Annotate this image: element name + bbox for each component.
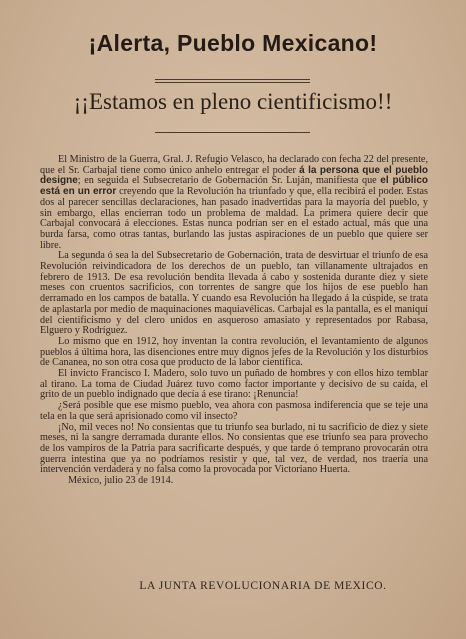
subtitle-rule	[155, 132, 310, 133]
document-title: ¡Alerta, Pueblo Mexicano!	[88, 30, 378, 56]
paragraph-2: La segunda ó sea la del Subsecretario de Gobernación, trata de desvirtuar el triunfo de esa Revolución reivindicadora de los derechos de un pueblo, tan villanamente ultrajados en febrero de 1913. De esa revolución bendita llevada á cabo y sostenida durante diez y siete meses con cruentos sacrificios, con torrentes de sangre que los hijos de ese pueblo han derramado en los campos de batalla. Y cuando esa Revolución ha llegado á la cúspide, se trata de aplastarla por medio de maquinaciones maquiavélicas. Carbajal es la pantalla, es el maniquí del cientificismo y del clero unidos en asqueroso amasiato y representados por Rabasa, Elguero y Rodríguez.	[40, 250, 428, 337]
paragraph-3: Lo mismo que en 1912, hoy inventan la contra revolución, el levantamiento de algunos pueblos á última hora, las disenciones entre muy dignos jefes de la Revolución y los disturbios de Cananea, no son otra cosa que producto de la labor científica.	[40, 335, 428, 369]
document-subtitle: ¡¡Estamos en pleno cientificismo!!	[73, 89, 393, 114]
paragraph-1-text-e: creyendo que la Revolución ha triunfado y que, ella recibirá el poder. Estas dos al parecer sencillas declaraciones, han pasado inadvertidas para la mayoría del pueblo, y sin embargo, ellas encierran todo un problema de maldad. La primera quiere decir que Carbajal convocará á elecciones. Estas nunca podrían ser en el estado actual, más que una burda farsa, como otras tantas, burlando las justas aspiraciones de un pueblo que quiere ser libre.	[40, 186, 429, 251]
signature: LA JUNTA REVOLUCIONARIA DE MEXICO.	[139, 580, 387, 592]
paragraph-1-text-c: ; en seguida el Subsecretario de Gobernación Sr. Luján, manifiesta que	[77, 175, 377, 187]
title-rule-top	[155, 79, 310, 80]
paragraph-1-text-a: El Ministro de la Guerra, Gral. J. Refugio Velasco, ha declarado con fecha 22 del presente, que el Sr. Carbajal tiene como único anhelo entregar el poder	[40, 154, 428, 176]
paragraph-4: El invicto Francisco I. Madero, solo tuvo un puñado de hombres y con ellos hizo temblar al tirano. La toma de Ciudad Juárez tuvo como factor importante y decisivo de su caída, el grito de un pueblo indignado que decía á ese tirano: ¡Renuncia!	[40, 368, 428, 401]
paragraph-1	[40, 155, 428, 251]
document-date: México, julio 23 de 1914.	[68, 475, 174, 487]
paragraph-5: ¿Será posible que ese mismo pueblo, vea ahora con pasmosa indiferencia que se teje una tela en la que será aprisionado como vil insecto?	[40, 400, 428, 422]
document-body	[40, 155, 428, 487]
emphasis-people-designate: á la persona que el pueblo designe	[40, 164, 429, 187]
paragraph-6: ¡No, mil veces no! No consientas que tu triunfo sea burlado, ni tu sacrificio de diez y siete meses, ni la sangre derramada durante ellos. No consientas que ese triunfo sea para provecho de los vampiros de la Patria para sacrificarte después, y que tarde ó temprano provocarán otra guerra intestina que ya no podríamos resistir y que, tal vez, de verdad, nos traería una intervención verdadera y no falsa como la provocada por Victoriano Huerta.	[40, 421, 428, 476]
title-rule-bottom	[155, 82, 310, 83]
emphasis-public-error: el público está en un error	[40, 175, 429, 198]
